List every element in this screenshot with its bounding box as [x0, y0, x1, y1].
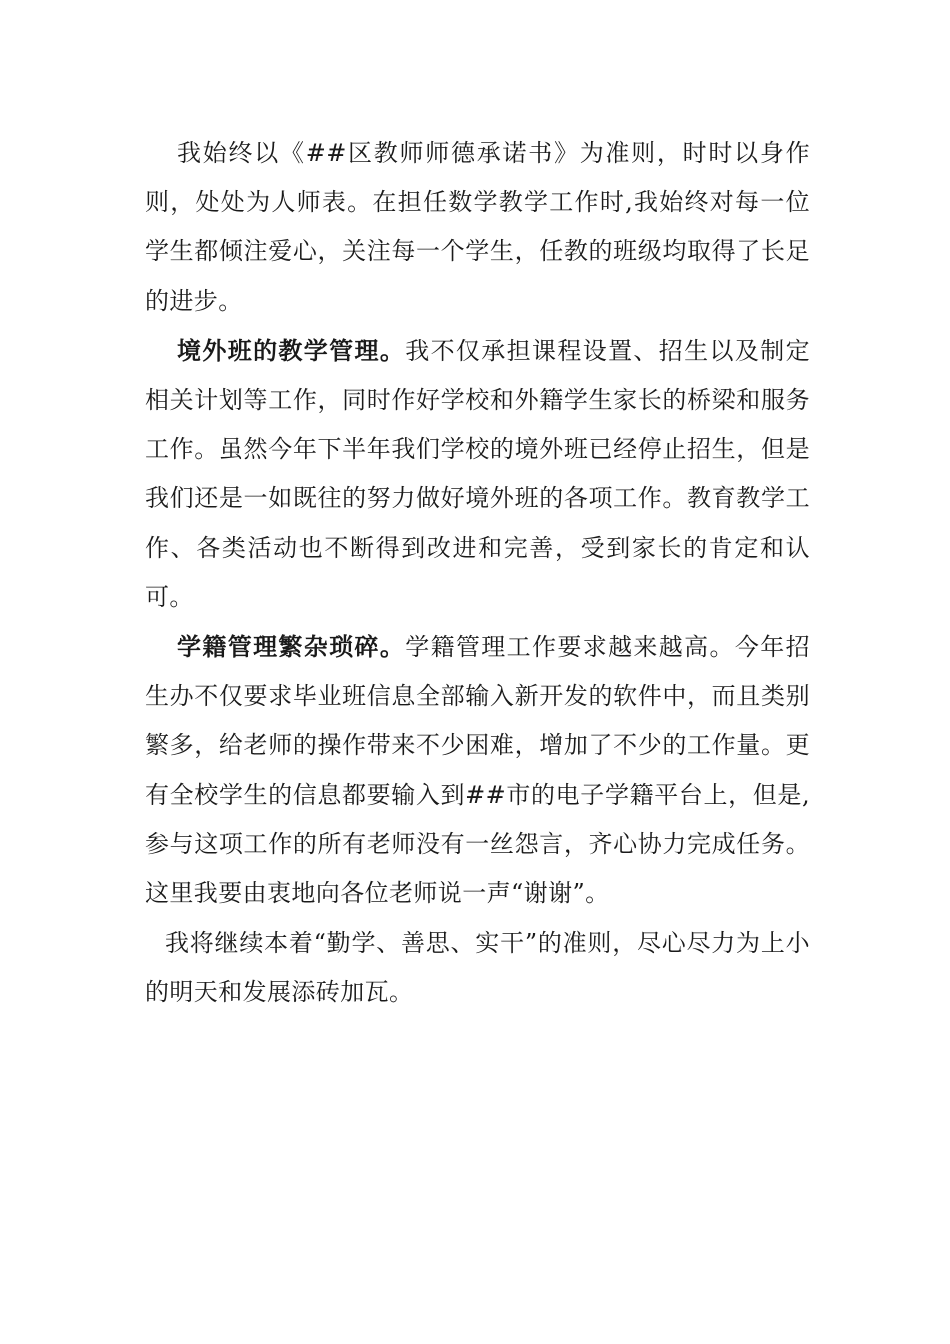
paragraph-student-records [145, 622, 810, 918]
paragraph-teacher-ethics [145, 128, 810, 326]
document-body [145, 128, 810, 1018]
paragraph-overseas-class [145, 326, 810, 622]
paragraph-text: 学籍管理工作要求越来越高。今年招生办不仅要求毕业班信息全部输入新开发的软件中，而且类别繁多，给老师的操作带来不少困难，增加了不少的工作量。更有全校学生的信息都要输入到##市的电子学籍平台上，但是,参与这项工作的所有老师没有一丝怨言，齐心协力完成任务。这里我要由衷地向各位老师说一声“谢谢”。 [145, 633, 810, 908]
paragraph-text: 我始终以《##区教师师德承诺书》为准则，时时以身作则，处处为人师表。在担任数学教学工作时,我始终对每一位学生都倾注爱心，关注每一个学生，任教的班级均取得了长足的进步。 [145, 139, 810, 315]
paragraph-closing [145, 918, 810, 1017]
paragraph-lead: 境外班的教学管理。 [177, 335, 406, 365]
paragraph-text: 我不仅承担课程设置、招生以及制定相关计划等工作，同时作好学校和外籍学生家长的桥梁和服务工作。虽然今年下半年我们学校的境外班已经停止招生，但是我们还是一如既往的努力做好境外班的各项工作。教育教学工作、各类活动也不断得到改进和完善，受到家长的肯定和认可。 [145, 336, 810, 611]
paragraph-text: 我将继续本着“勤学、善思、实干”的准则，尽心尽力为上小的明天和发展添砖加瓦。 [145, 929, 810, 1007]
paragraph-lead: 学籍管理繁杂琐碎。 [177, 632, 406, 662]
